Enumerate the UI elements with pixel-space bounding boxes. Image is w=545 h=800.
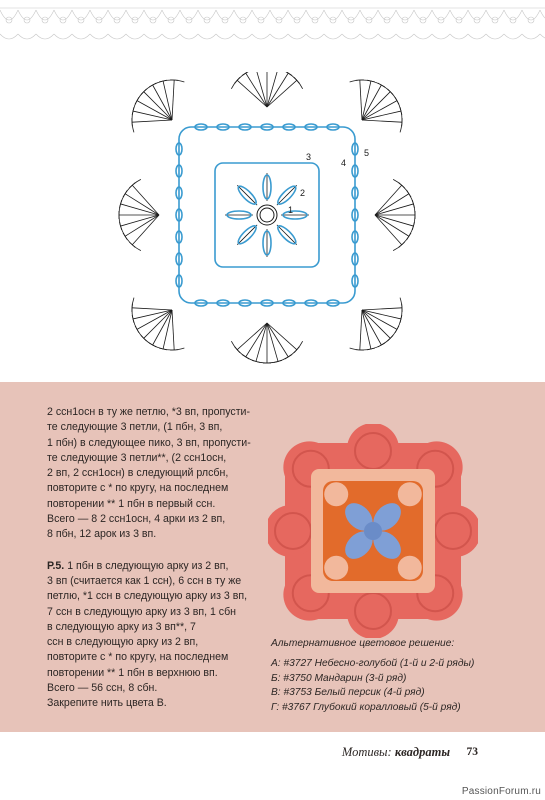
row-label-2: 2 bbox=[300, 188, 306, 198]
line: 7 ссн в следующую арку из 3 вп, 1 сбн bbox=[47, 605, 237, 618]
section-title bbox=[342, 745, 450, 760]
line: в следующую арку из 3 вп**, 7 bbox=[47, 620, 196, 633]
watermark: PassionForum.ru bbox=[461, 786, 541, 797]
page-number: 73 bbox=[466, 746, 478, 758]
motif-photo bbox=[268, 424, 478, 638]
alternative-item: Б: #3750 Мандарин (3-й ряд) bbox=[271, 672, 407, 684]
line: Всего — 8 2 ссн1осн, 4 арки из 2 вп, bbox=[47, 513, 226, 526]
line: 2 ссн1осн в ту же петлю, *3 вп, пропусти- bbox=[47, 406, 251, 418]
line: повторите с * по кругу, на последнем bbox=[47, 651, 229, 664]
row5-instructions bbox=[47, 559, 272, 712]
line: повторении ** 1 пбн в первый ссн. bbox=[47, 497, 216, 510]
line: 3 вп (считается как 1 ссн), 6 ссн в ту же bbox=[47, 574, 242, 587]
row-label-5: 5 bbox=[364, 148, 370, 158]
magic-ring bbox=[260, 208, 274, 222]
line: Закрепите нить цвета В. bbox=[47, 697, 167, 710]
row-label-1: 1 bbox=[288, 205, 294, 215]
line: те следующие 3 петли**, (2 ссн1осн, bbox=[47, 451, 227, 464]
line: 2 вп, 2 ссн1осн) в следующий рлсбн, bbox=[47, 467, 229, 480]
alternative-item: А: #3727 Небесно-голубой (1-й и 2-й ряды) bbox=[271, 657, 475, 669]
crochet-diagram bbox=[112, 72, 422, 372]
line: петлю, *1 ссн в следующую арку из 3 вп, bbox=[47, 590, 248, 603]
line: ссн в следующую арку из 2 вп, bbox=[47, 636, 199, 649]
row-label-3: 3 bbox=[306, 152, 312, 162]
line: 8 пбн, 12 арок из 3 вп. bbox=[47, 528, 157, 541]
row5-label: Р.5. bbox=[47, 559, 65, 572]
alternative-item: Г: #3767 Глубокий коралловый (5-й ряд) bbox=[271, 702, 461, 714]
instructions-text bbox=[47, 405, 272, 728]
line: повторении ** 1 пбн в верхнюю вп. bbox=[47, 666, 218, 679]
line: 1 пбн) в следующее пико, 3 вп, пропусти- bbox=[47, 436, 251, 449]
line: 1 пбн в следующую арку из 2 вп, bbox=[64, 559, 229, 572]
page-footer bbox=[0, 745, 545, 765]
lace-border bbox=[0, 0, 545, 48]
alternative-title: Альтернативное цветовое решение: bbox=[271, 638, 455, 649]
alternative-colors bbox=[271, 637, 521, 716]
row-label-4: 4 bbox=[341, 158, 347, 168]
line: Всего — 56 ссн, 8 сбн. bbox=[47, 682, 158, 695]
row4-continuation bbox=[47, 405, 272, 543]
line: повторите с * по кругу, на последнем bbox=[47, 482, 229, 495]
line: те следующие 3 петли, (1 пбн, 3 вп, bbox=[47, 421, 223, 434]
section-name: квадраты bbox=[394, 745, 450, 759]
alternative-item: В: #3753 Белый персик (4-й ряд) bbox=[271, 687, 425, 699]
section-prefix: Мотивы: bbox=[341, 745, 395, 759]
